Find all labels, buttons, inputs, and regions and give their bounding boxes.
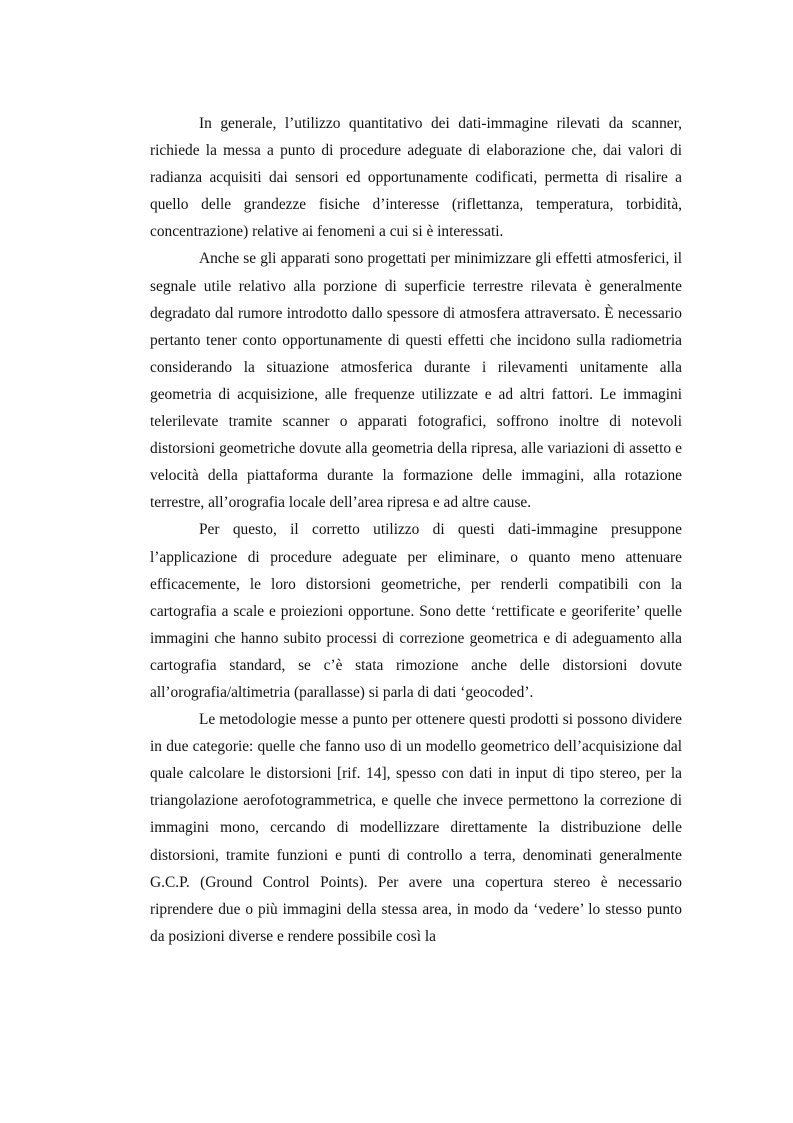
document-page [150,110,682,950]
paragraph-3: Per questo, il corretto utilizzo di questi dati-immagine presuppone l’applicazione di procedure adeguate per eliminare, o quanto meno attenuare efficacemente, le loro distorsioni geometriche, per renderli compatibili con la cartografia a scale e proiezioni opportune. Sono dette ‘rettificate e georiferite’ quelle immagini che hanno subito processi di correzione geometrica e di adeguamento alla cartografia standard, se c’è stata rimozione anche delle distorsioni dovute all’orografia/altimetria (parallasse) si parla di dati ‘geocoded’. [150,521,682,701]
paragraph-4: Le metodologie messe a punto per ottenere questi prodotti si possono dividere in due categorie: quelle che fanno uso di un modello geometrico dell’acquisizione dal quale calcolare le distorsioni [rif. 14], spesso con dati in input di tipo stereo, per la triangolazione aerofotogrammetrica, e quelle che invece permettono la correzione di immagini mono, cercando di modellizzare direttamente la distribuzione delle distorsioni, tramite funzioni e punti di controllo a terra, denominati generalmente G.C.P. (Ground Control Points). Per avere una copertura stereo è necessario riprendere due o più immagini della stessa area, in modo da ‘vedere’ lo stesso punto da posizioni diverse e rendere possibile così la [150,711,682,945]
paragraph-1: In generale, l’utilizzo quantitativo dei dati-immagine rilevati da scanner, richiede la messa a punto di procedure adeguate di elaborazione che, dai valori di radianza acquisiti dai sensori ed opportunamente codificati, permetta di risalire a quello delle grandezze fisiche d’interesse (riflettanza, temperatura, torbidità, concentrazione) relative ai fenomeni a cui si è interessati. [150,115,682,241]
paragraph-2: Anche se gli apparati sono progettati per minimizzare gli effetti atmosferici, il segnale utile relativo alla porzione di superficie terrestre rilevata è generalmente degradato dal rumore introdotto dallo spessore di atmosfera attraversato. È necessario pertanto tener conto opportunamente di questi effetti che incidono sulla radiometria considerando la situazione atmosferica durante i rilevamenti unitamente alla geometria di acquisizione, alle frequenze utilizzate e ad altri fattori. Le immagini telerilevate tramite scanner o apparati fotografici, soffrono inoltre di notevoli distorsioni geometriche dovute alla geometria della ripresa, alle variazioni di assetto e velocità della piattaforma durante la formazione delle immagini, alla rotazione terrestre, all’orografia locale dell’area ripresa e ad altre cause. [150,250,682,512]
